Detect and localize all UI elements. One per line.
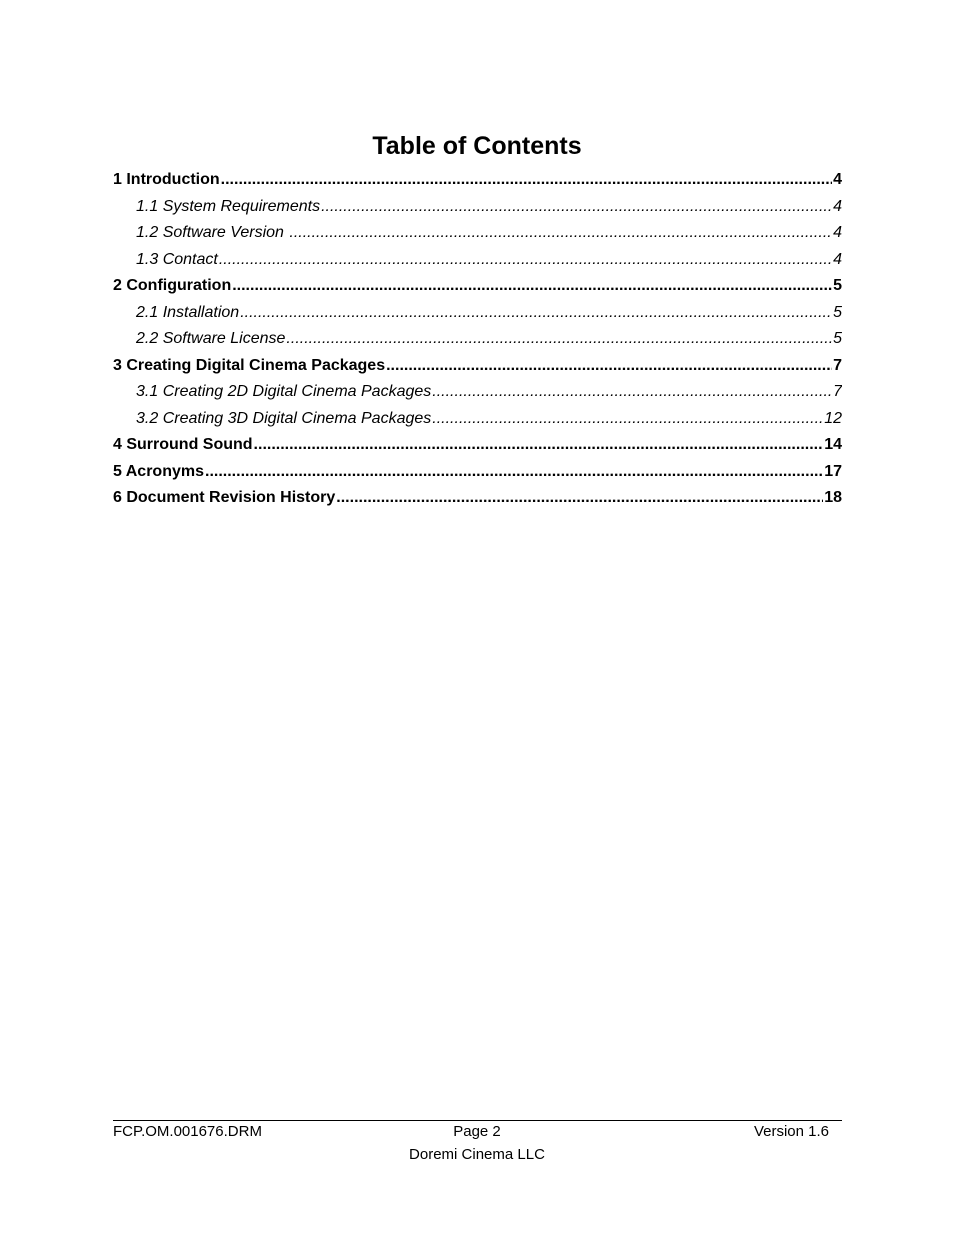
toc-entry-label: 2 Configuration: [113, 277, 232, 294]
toc-dot-leader: [205, 459, 823, 485]
toc-entry-creating-2d-dcp[interactable]: [113, 379, 842, 406]
toc-entry-label: 1 Introduction: [113, 171, 220, 188]
toc-entry-label: 6 Document Revision History: [113, 489, 336, 506]
toc-entry-acronyms[interactable]: [113, 459, 842, 486]
toc-entry-surround-sound[interactable]: [113, 432, 842, 459]
toc-entry-label: 2.1 Installation: [136, 303, 240, 321]
toc-entry-system-requirements[interactable]: [113, 194, 842, 221]
toc-entry-page: 14: [824, 436, 842, 453]
toc-entry-page: 17: [824, 462, 842, 480]
toc-entry-label: 3 Creating Digital Cinema Packages: [113, 356, 386, 374]
toc-entry-page: 18: [824, 489, 842, 506]
toc-entry-label: 1.1 System Requirements: [136, 197, 321, 215]
toc-entry-page: 4: [833, 171, 842, 188]
toc-entry-label: 2.2 Software License: [136, 330, 286, 347]
footer-company: Doremi Cinema LLC: [409, 1146, 545, 1163]
toc-dot-leader: [289, 220, 832, 246]
toc-entry-label: 3.2 Creating 3D Digital Cinema Packages: [136, 409, 432, 427]
toc-entry-revision-history[interactable]: [113, 485, 842, 512]
toc-dot-leader: [432, 406, 823, 432]
toc-entry-introduction[interactable]: [113, 167, 842, 194]
toc-entry-page: 5: [833, 303, 842, 321]
footer-divider: [113, 1120, 842, 1121]
toc-entry-page: 4: [833, 224, 842, 241]
toc-dot-leader: [240, 300, 832, 326]
toc-entry-software-version[interactable]: [113, 220, 842, 247]
toc-entry-installation[interactable]: [113, 300, 842, 327]
toc-entry-creating-dcp[interactable]: [113, 353, 842, 380]
toc-entry-contact[interactable]: [113, 247, 842, 274]
toc-entry-page: 5: [833, 277, 842, 294]
toc-dot-leader: [221, 167, 832, 193]
toc-entry-label: 1.2 Software Version: [136, 224, 289, 241]
toc-entry-software-license[interactable]: [113, 326, 842, 353]
page-title: Table of Contents: [372, 132, 582, 160]
toc-entry-label: 5 Acronyms: [113, 462, 204, 480]
toc-entry-page: 7: [833, 383, 842, 400]
toc-dot-leader: [386, 353, 832, 379]
table-of-contents: [113, 167, 842, 512]
toc-entry-page: 4: [833, 250, 842, 268]
toc-entry-page: 5: [833, 330, 842, 347]
toc-entry-configuration[interactable]: [113, 273, 842, 300]
toc-dot-leader: [232, 273, 832, 299]
toc-dot-leader: [286, 326, 832, 352]
toc-entry-creating-3d-dcp[interactable]: [113, 406, 842, 433]
toc-dot-leader: [254, 432, 824, 458]
toc-entry-label: 3.1 Creating 2D Digital Cinema Packages: [136, 383, 432, 400]
toc-entry-page: 7: [833, 356, 842, 374]
footer-page-number: Page 2: [453, 1123, 501, 1140]
toc-entry-page: 12: [824, 409, 842, 427]
toc-dot-leader: [321, 194, 832, 220]
toc-dot-leader: [336, 485, 823, 511]
footer-version: Version 1.6: [753, 1123, 829, 1140]
toc-entry-label: 4 Surround Sound: [113, 436, 253, 453]
toc-dot-leader: [432, 379, 832, 405]
toc-dot-leader: [219, 247, 832, 273]
footer-document-id: FCP.OM.001676.DRM: [113, 1123, 262, 1140]
toc-entry-page: 4: [833, 197, 842, 215]
toc-entry-label: 1.3 Contact: [136, 250, 218, 268]
